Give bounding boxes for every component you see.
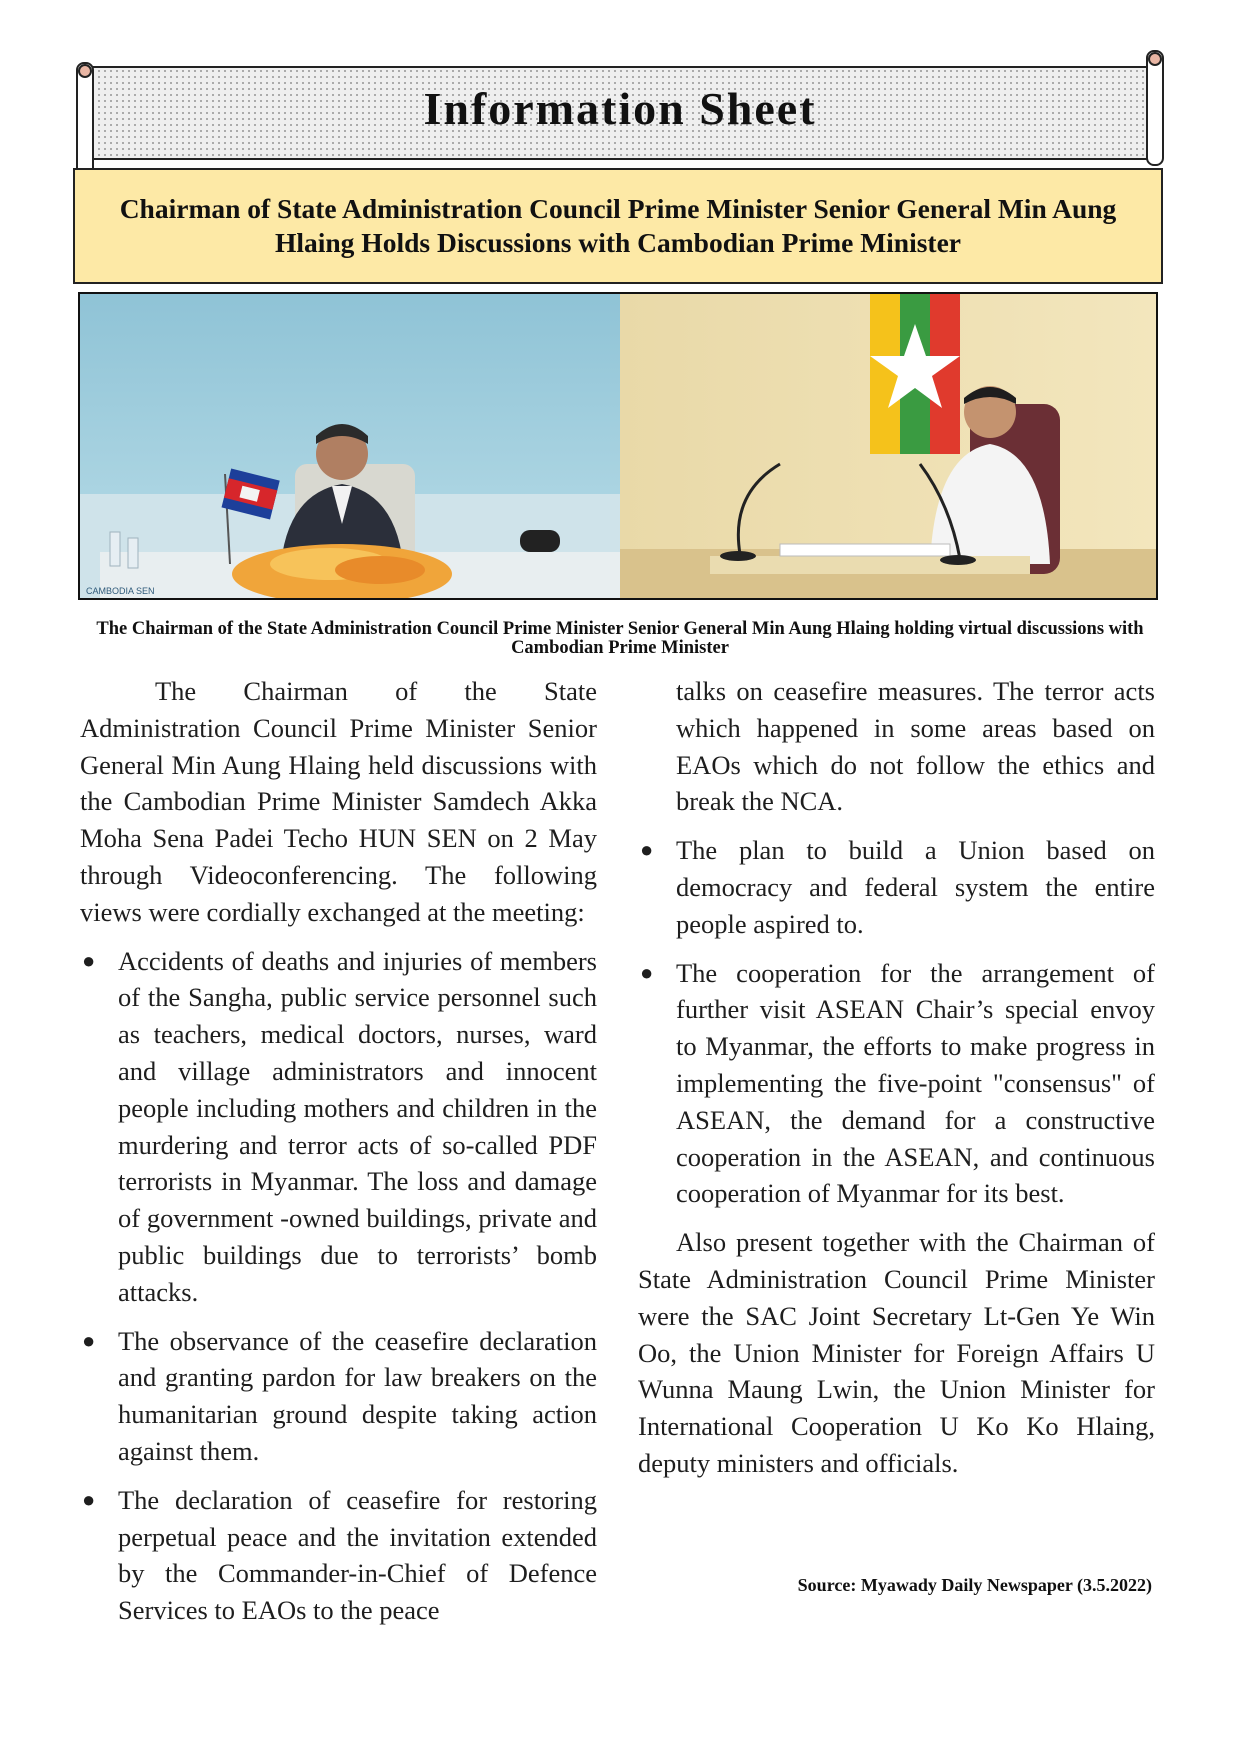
body-right-column	[638, 673, 1155, 1482]
photo-caption: The Chairman of the State Administration Council Prime Minister Senior General Min Aung Hlaing holding virtual discussions with Cambodian Prime Minister	[96, 619, 1144, 658]
list-item: ● The cooperation for the arrangement of further visit ASEAN Chair’s special envoy to Myanmar, the efforts to make progress in implementing the five-point "consensus" of ASEAN, the demand for a constructive cooperation in the ASEAN, and continuous cooperation of Myanmar for its best.	[638, 955, 1155, 1213]
bullet-continuation: talks on ceasefire measures. The terror acts which happened in some areas based on EAOs which do not follow the ethics and break the NCA.	[676, 676, 1155, 817]
bullet-dot-icon: ●	[82, 947, 96, 973]
bullet-dot-icon: ●	[640, 959, 654, 985]
list-item: ● The declaration of ceasefire for restoring perpetual peace and the invitation extended by the Commander-in-Chief of Defence Services to EAOs to the peace	[80, 1482, 597, 1629]
body-left-column	[80, 673, 597, 1641]
left-video-panel	[80, 294, 620, 598]
closing-paragraph: Also present together with the Chairman of State Administration Council Prime Minister were the SAC Joint Secretary Lt-Gen Ye Win Oo, the Union Minister for Foreign Affairs U Wunna Maung Lwin, the Union Minister for International Cooperation U Ko Ko Hlaing, deputy ministers and officials.	[638, 1227, 1155, 1478]
intro-paragraph: The Chairman of the State Administration Council Prime Minister Senior General Min Aung Hlaing held discussions with the Cambodian Prime Minister Samdech Akka Moha Sena Padei Techo HUN SEN on 2 May through Videoconferencing. The following views were cordially exchanged at the meeting:	[80, 676, 597, 927]
views-list-continued	[638, 832, 1155, 1212]
headline-box	[73, 168, 1163, 284]
information-sheet-banner	[76, 62, 1164, 160]
bullet-dot-icon: ●	[82, 1486, 96, 1512]
scroll-curl-right-icon	[1148, 52, 1162, 66]
list-item: ● The observance of the ceasefire declaration and granting pardon for law breakers on the humanitarian ground despite taking action against them.	[80, 1323, 597, 1470]
headline-text: Chairman of State Administration Council Prime Minister Senior General Min Aung Hlaing Holds Discussions with Cambodian Prime Minister	[119, 193, 1117, 258]
scroll-curl-left-icon	[78, 64, 92, 78]
right-video-panel	[620, 294, 1156, 598]
list-item: ● Accidents of deaths and injuries of members of the Sangha, public service personnel such as teachers, medical doctors, nurses, ward and village administrators and innocent people including mothers and children in the murdering and terror acts of so-called PDF terrorists in Myanmar. The loss and damage of government -owned buildings, private and public buildings due to terrorists’ bomb attacks.	[80, 943, 597, 1311]
views-list	[80, 943, 597, 1629]
page-title: Information Sheet	[423, 83, 817, 134]
bullet-dot-icon: ●	[82, 1327, 96, 1353]
left-panel-label: CAMBODIA SEN	[86, 586, 155, 596]
list-item: ● The plan to build a Union based on democracy and federal system the entire people aspired to.	[638, 832, 1155, 942]
bullet-dot-icon: ●	[640, 837, 654, 863]
meeting-photo	[78, 292, 1158, 600]
source-note: Source: Myawady Daily Newspaper (3.5.2022)	[797, 1575, 1152, 1595]
